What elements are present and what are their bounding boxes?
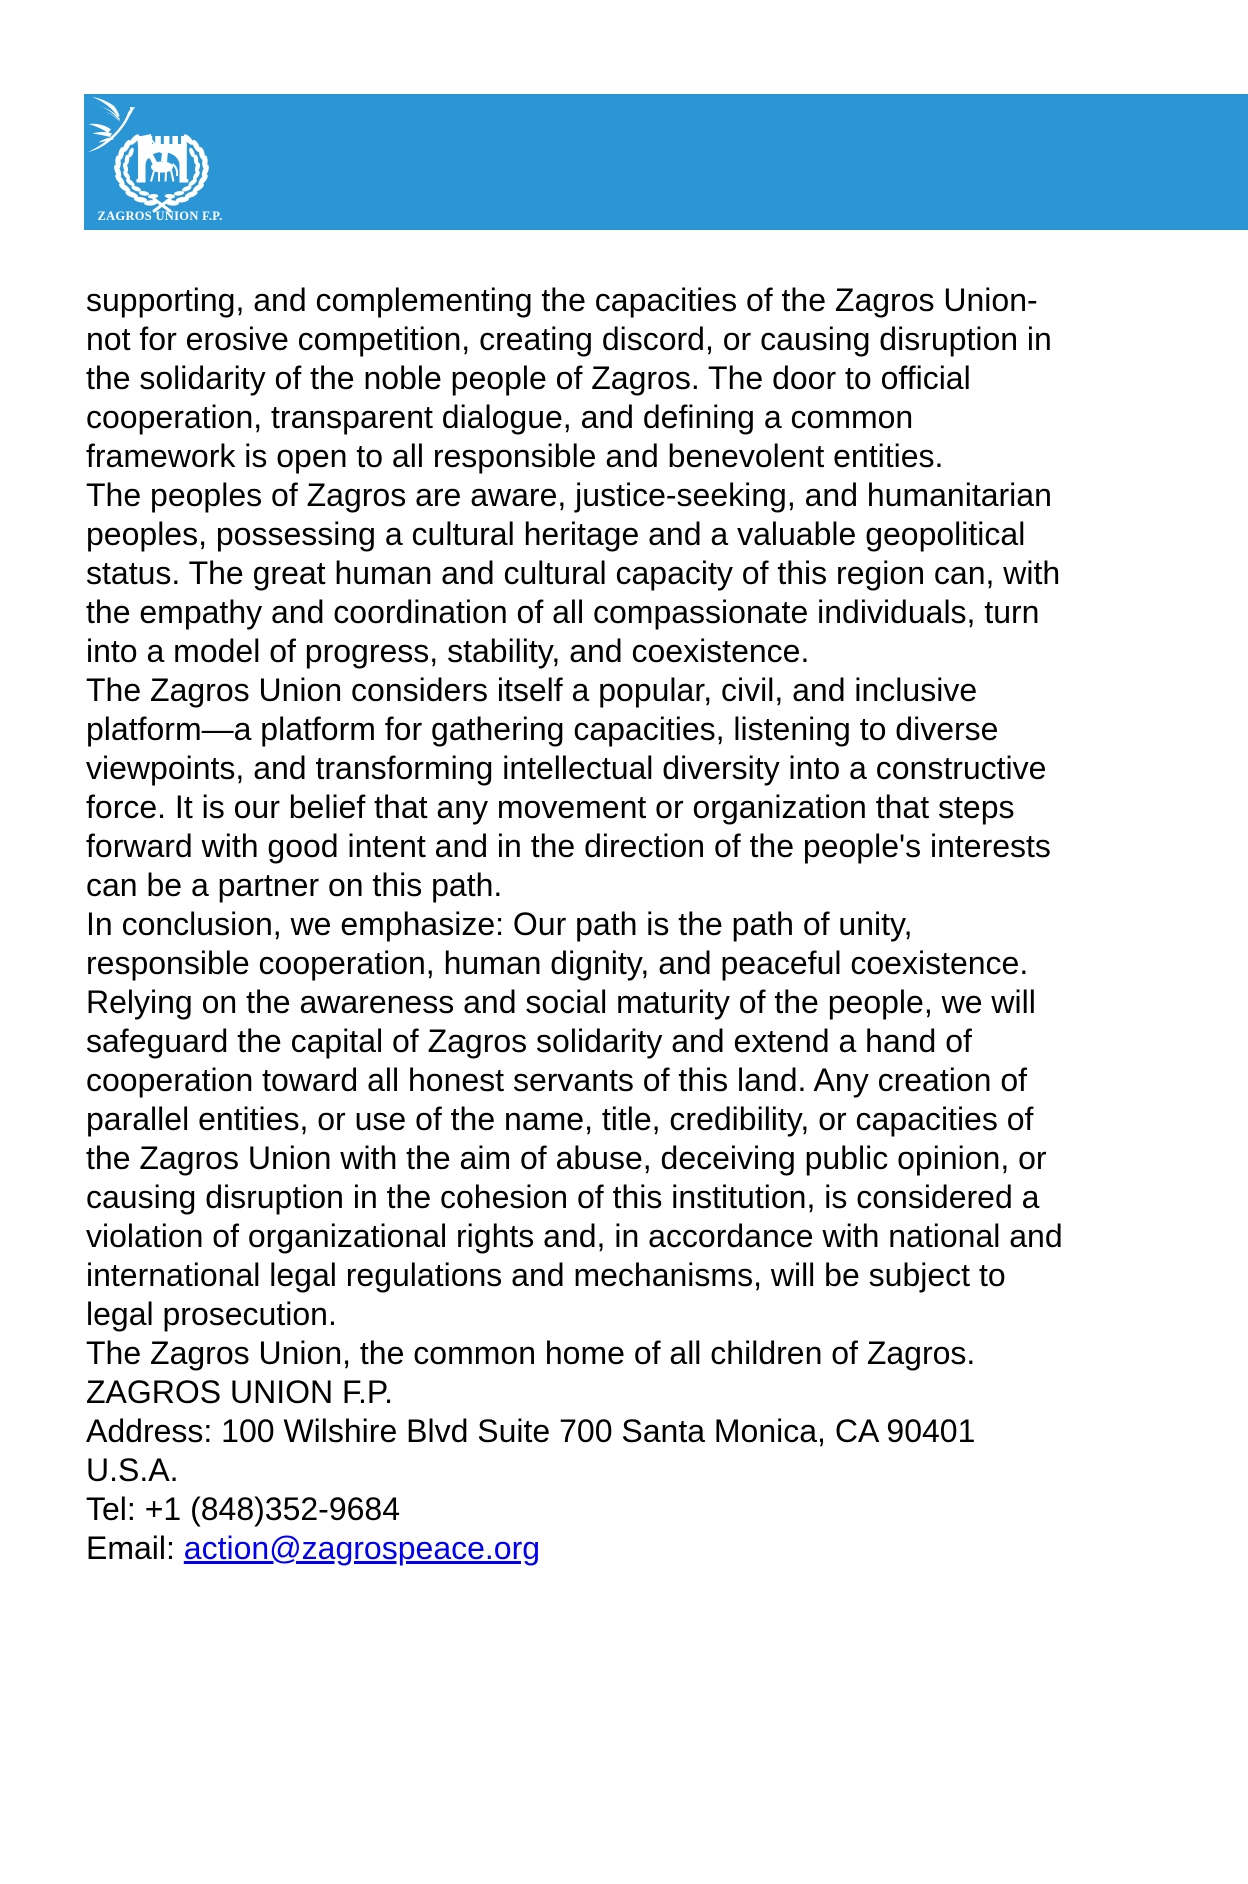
text-line: can be a partner on this path. — [86, 867, 503, 903]
text-line: the solidarity of the noble people of Zagros. The door to official — [86, 360, 971, 396]
text-line: forward with good intent and in the direction of the people's interests — [86, 828, 1051, 864]
text-line: Relying on the awareness and social maturity of the people, we will — [86, 984, 1036, 1020]
text-line: peoples, possessing a cultural heritage and a valuable geopolitical — [86, 516, 1026, 552]
text-line: The Zagros Union, the common home of all children of Zagros. — [86, 1335, 976, 1371]
text-line: the empathy and coordination of all compassionate individuals, turn — [86, 594, 1040, 630]
text-line: supporting, and complementing the capacities of the Zagros Union- — [86, 282, 1038, 318]
letterhead-banner — [84, 94, 1248, 230]
text-line: into a model of progress, stability, and coexistence. — [86, 633, 810, 669]
text-line: parallel entities, or use of the name, title, credibility, or capacities of — [86, 1101, 1034, 1137]
text-line: viewpoints, and transforming intellectual diversity into a constructive — [86, 750, 1047, 786]
text-line: responsible cooperation, human dignity, and peaceful coexistence. — [86, 945, 1029, 981]
email-link[interactable]: action@zagrospeace.org — [183, 1530, 541, 1566]
text-line: status. The great human and cultural capacity of this region can, with — [86, 555, 1061, 591]
text-line: cooperation toward all honest servants of this land. Any creation of — [86, 1062, 1027, 1098]
email-line — [86, 1529, 1063, 1568]
text-line: the Zagros Union with the aim of abuse, deceiving public opinion, or — [86, 1140, 1047, 1176]
address-line: Address: 100 Wilshire Blvd Suite 700 Santa Monica, CA 90401 — [86, 1413, 976, 1449]
text-line: violation of organizational rights and, in accordance with national and — [86, 1218, 1063, 1254]
text-line: The Zagros Union considers itself a popular, civil, and inclusive — [86, 672, 978, 708]
text-line: force. It is our belief that any movement or organization that steps — [86, 789, 1015, 825]
logo-caption: ZAGROS UNION F.P. — [97, 209, 223, 223]
text-line: safeguard the capital of Zagros solidarity and extend a hand of — [86, 1023, 972, 1059]
text-line: framework is open to all responsible and benevolent entities. — [86, 438, 944, 474]
address-country: U.S.A. — [86, 1452, 179, 1488]
text-line: causing disruption in the cohesion of this institution, is considered a — [86, 1179, 1040, 1215]
text-line: platform—a platform for gathering capacities, listening to diverse — [86, 711, 999, 747]
telephone-line: Tel: +1 (848)352-9684 — [86, 1491, 400, 1527]
text-line: legal prosecution. — [86, 1296, 337, 1332]
email-label: Email: — [86, 1530, 184, 1566]
org-name: ZAGROS UNION F.P. — [86, 1374, 394, 1410]
text-line: In conclusion, we emphasize: Our path is the path of unity, — [86, 906, 913, 942]
document-body — [86, 281, 1063, 1568]
text-line: cooperation, transparent dialogue, and defining a common — [86, 399, 914, 435]
text-line: international legal regulations and mechanisms, will be subject to — [86, 1257, 1006, 1293]
text-line: The peoples of Zagros are aware, justice-seeking, and humanitarian — [86, 477, 1052, 513]
text-line: not for erosive competition, creating discord, or causing disruption in — [86, 321, 1052, 357]
